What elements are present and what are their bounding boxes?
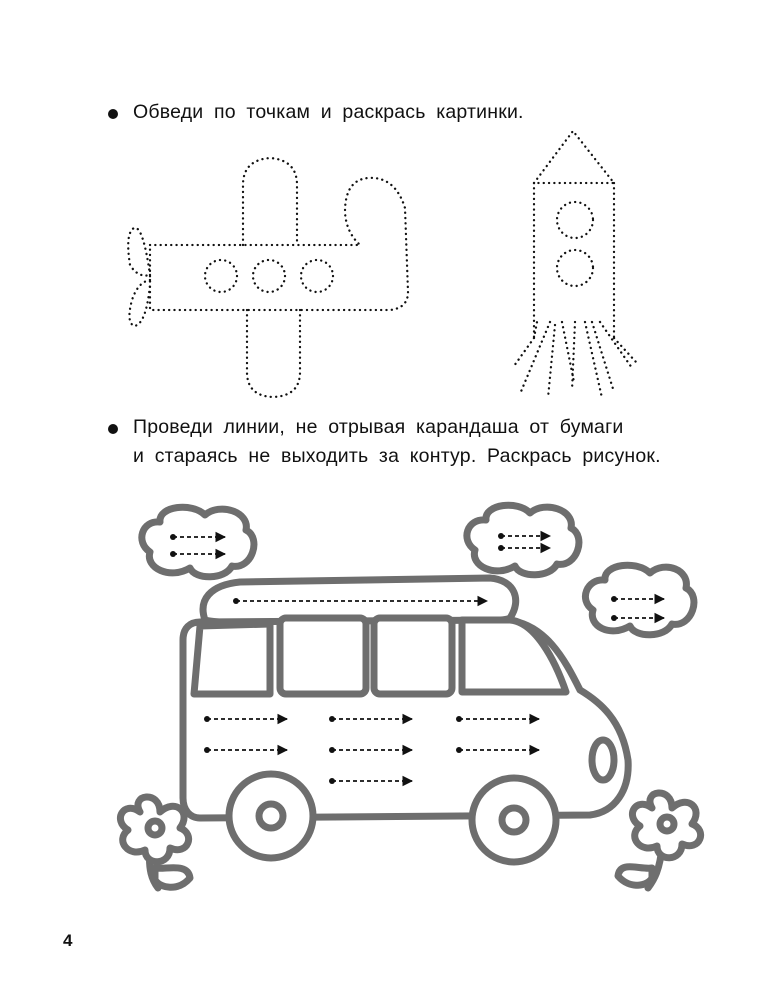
page-number: 4	[63, 931, 73, 950]
flower-icon	[618, 793, 701, 888]
bus-headlight	[592, 740, 614, 780]
bus-window	[280, 618, 366, 694]
task-2-line-2: и стараясь не выходить за контур. Раскрась рисунок.	[133, 445, 661, 467]
task-2-line-1: Проведи линии, не отрывая карандаша от бумаги	[133, 416, 624, 438]
bus-wheel	[472, 778, 556, 862]
cloud-icon	[467, 505, 579, 575]
cloud-icon	[142, 507, 254, 577]
bus-wheel	[229, 774, 313, 858]
bus-window	[374, 618, 452, 694]
cloud-icon	[585, 565, 694, 635]
flower-icon	[120, 797, 190, 888]
bus-window	[194, 624, 270, 694]
task-1-text: Обведи по точкам и раскрась картинки.	[133, 101, 524, 123]
bus-window	[462, 620, 566, 692]
